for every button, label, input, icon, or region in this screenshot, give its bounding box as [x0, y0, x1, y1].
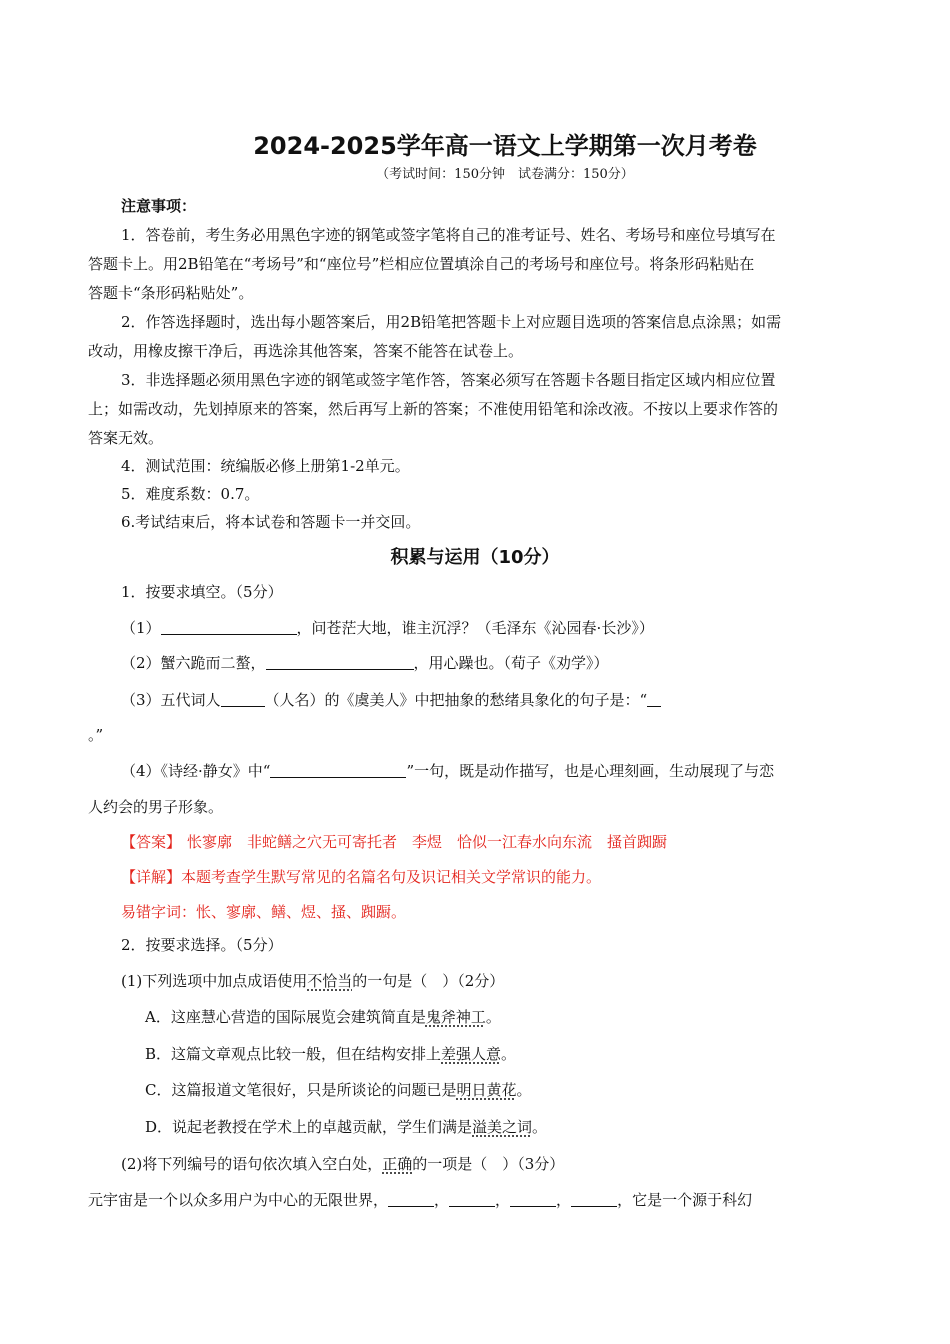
notice-line: 答题卡“条形码粘贴处”。: [88, 284, 254, 302]
option-c[interactable]: C．这篇报道文笔很好，只是所谈论的问题已是明日黄花。: [145, 1081, 532, 1099]
notice-line: 答案无效。: [88, 429, 164, 447]
question-1-part-3-end: 。”: [88, 726, 104, 744]
notice-line: 改动，用橡皮擦干净后，再选涂其他答案，答案不能答在试卷上。: [88, 342, 524, 360]
answer-blank[interactable]: [270, 762, 406, 778]
question-2-passage: 元宇宙是一个以众多用户为中心的无限世界， ， ， ， ，它是一个源于科幻: [88, 1191, 753, 1209]
detail-text: 本题考查学生默写常见的名篇名句及识记相关文学常识的能力。: [181, 868, 602, 886]
answer-blank[interactable]: [221, 691, 265, 707]
exam-subtitle: （考试时间：150分钟 试卷满分：150分）: [376, 167, 634, 182]
question-2-sub-1: (1)下列选项中加点成语使用不恰当的一句是（ ）（2分）: [121, 972, 505, 990]
answer-blank[interactable]: [571, 1191, 617, 1207]
typo-note: 易错字词：怅、寥廓、鳝、煜、搔、踟蹰。: [121, 903, 407, 921]
detail-label: 【详解】: [121, 868, 182, 886]
notice-line: 上；如需改动，先划掉原来的答案，然后再写上新的答案；不准使用铅笔和涂改液。不按以上要求作答的: [88, 400, 779, 418]
question-1-part-1: （1） ，问苍茫大地，谁主沉浮？（毛泽东《沁园春·长沙》）: [121, 619, 654, 637]
notice-line: 3．非选择题必须用黑色字迹的钢笔或签字笔作答，答案必须写在答题卡各题目指定区域内相应位置: [121, 371, 776, 389]
answer-label: 【答案】: [121, 833, 182, 851]
question-1-part-3: （3）五代词人 （人名）的《虞美人》中把抽象的愁绪具象化的句子是：“: [121, 690, 661, 710]
notice-line: 1．答卷前，考生务必用黑色字迹的钢笔或签字笔将自己的准考证号、姓名、考场号和座位号填写在: [121, 226, 776, 244]
question-1-stem: 1．按要求填空。（5分）: [121, 583, 283, 601]
answer-line: [121, 832, 667, 852]
notice-line: 答题卡上。用2B铅笔在“考场号”和“座位号”栏相应位置填涂自己的考场号和座位号。将条形码粘贴在: [88, 255, 755, 273]
answer-text: 怅寥廓 非蛇鳝之穴无可寄托者 李煜 恰似一江春水向东流 搔首踟蹰: [187, 833, 668, 851]
option-b[interactable]: B．这篇文章观点比较一般，但在结构安排上差强人意。: [145, 1045, 517, 1063]
page-title: 2024-2025学年高一语文上学期第一次月考卷: [253, 132, 757, 160]
notice-heading: 注意事项：: [121, 197, 197, 215]
answer-blank[interactable]: [161, 619, 297, 635]
answer-blank[interactable]: [510, 1191, 556, 1207]
question-1-part-4-end: 人约会的男子形象。: [88, 798, 224, 816]
answer-blank[interactable]: [266, 654, 414, 670]
option-d[interactable]: D．说起老教授在学术上的卓越贡献，学生们满是溢美之词。: [145, 1118, 548, 1136]
answer-blank[interactable]: [388, 1191, 434, 1207]
option-a[interactable]: A．这座慧心营造的国际展览会建筑简直是鬼斧神工。: [145, 1008, 501, 1026]
detail-line: [121, 867, 601, 887]
answer-blank[interactable]: [449, 1191, 495, 1207]
question-2-stem: 2．按要求选择。（5分）: [121, 936, 283, 954]
answer-blank[interactable]: [647, 691, 661, 707]
notice-line: 6.考试结束后，将本试卷和答题卡一并交回。: [121, 513, 421, 531]
question-1-part-2: （2）蟹六跪而二螯， ，用心躁也。（荀子《劝学》）: [121, 654, 609, 672]
question-2-sub-2: (2)将下列编号的语句依次填入空白处，正确的一项是（ ）（3分）: [121, 1155, 565, 1173]
notice-line: 4．测试范围：统编版必修上册第1-2单元。: [121, 457, 410, 475]
question-1-part-4: （4）《诗经·静女》中“ ”一句，既是动作描写，也是心理刻画，生动展现了与恋: [121, 762, 775, 780]
notice-line: 5．难度系数：0.7。: [121, 485, 260, 503]
notice-line: 2．作答选择题时，选出每小题答案后，用2B铅笔把答题卡上对应题目选项的答案信息点涂黑；如需: [121, 313, 782, 331]
section-title: 积累与运用（10分）: [390, 547, 560, 568]
